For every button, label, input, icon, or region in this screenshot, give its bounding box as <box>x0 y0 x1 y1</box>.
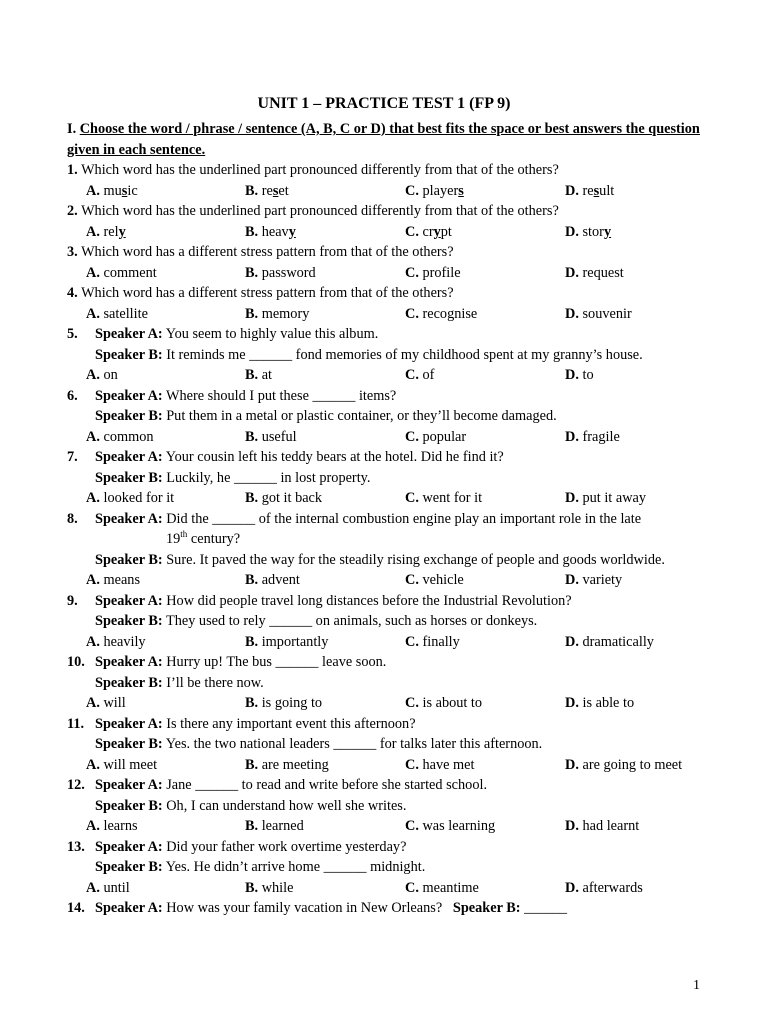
question-number: 13. <box>67 838 85 855</box>
question-11-speaker-a: 11. Speaker A: Is there any important event this afternoon? <box>67 714 701 735</box>
question-5-speaker-b: Speaker B: It reminds me ______ fond memories of my childhood spent at my granny’s house. <box>95 346 643 363</box>
question-4 <box>67 283 701 304</box>
option-d: D. are going to meet <box>565 756 683 773</box>
question-12-speaker-a: 12. Speaker A: Jane ______ to read and write before she started school. <box>67 775 701 796</box>
question-number: 6. <box>67 387 78 404</box>
option-b: B. useful <box>245 428 297 445</box>
question-number: 5. <box>67 326 78 342</box>
section-label: I. <box>67 121 77 137</box>
options-13 <box>67 878 701 899</box>
option-b: B. importantly <box>245 633 329 650</box>
question-text: Which word has the underlined part pronounced differently from that of the others? <box>81 203 559 219</box>
question-2 <box>67 201 701 222</box>
question-number: 2. <box>67 203 78 219</box>
question-text: Which word has the underlined part pronounced differently from that of the others? <box>81 162 559 178</box>
question-number: 1. <box>67 162 78 178</box>
option-b: B. memory <box>245 305 310 322</box>
options-9 <box>67 632 701 653</box>
question-13-speaker-b: Speaker B: Yes. He didn’t arrive home ______ midnight. <box>95 859 426 875</box>
question-number: 10. <box>67 654 85 670</box>
option-a: A. will meet <box>86 756 158 773</box>
option-c: C. finally <box>405 633 460 650</box>
question-9-speaker-b: Speaker B: They used to rely ______ on animals, such as horses or donkeys. <box>95 613 538 629</box>
option-a: A. learns <box>86 818 138 834</box>
option-a: A. means <box>86 572 141 588</box>
page-number: 1 <box>693 978 700 993</box>
option-d: D. had learnt <box>565 818 640 834</box>
question-12-speaker-b: Speaker B: Oh, I can understand how well she writes. <box>95 797 407 814</box>
options-8 <box>67 570 701 591</box>
question-6-speaker-b: Speaker B: Put them in a metal or plastic container, or they’ll become damaged. <box>95 408 557 424</box>
question-1 <box>67 160 701 181</box>
option-b: B. reset <box>245 182 289 199</box>
question-number: 9. <box>67 592 78 609</box>
option-b: B. heavy <box>245 223 296 240</box>
question-number: 12. <box>67 777 85 793</box>
question-9-speaker-a: 9. Speaker A: How did people travel long distances before the Industrial Revolution? <box>67 591 701 612</box>
option-b: B. are meeting <box>245 756 329 773</box>
question-7-speaker-b: Speaker B: Luckily, he ______ in lost property. <box>95 469 371 486</box>
option-b: B. password <box>245 264 316 281</box>
question-3 <box>67 242 701 263</box>
option-c: C. went for it <box>405 490 483 506</box>
section-text: Choose the word / phrase / sentence (A, B, C or D) that best fits the space or best answers the question given in each sentence. <box>67 121 700 158</box>
option-c: C. have met <box>405 756 475 773</box>
question-10-speaker-a: 10. Speaker A: Hurry up! The bus ______ leave soon. <box>67 652 701 673</box>
section-instruction <box>67 119 701 160</box>
options-2 <box>67 222 701 243</box>
option-b: B. while <box>245 879 294 896</box>
page-title: UNIT 1 – PRACTICE TEST 1 (FP 9) <box>257 95 511 112</box>
option-d: D. request <box>565 264 624 281</box>
option-a: A. looked for it <box>86 490 175 506</box>
option-b: B. learned <box>245 818 304 834</box>
option-c: C. crypt <box>405 223 452 240</box>
options-4 <box>67 304 701 325</box>
question-8-speaker-a: 8. Speaker A: Did the ______ of the internal combustion engine play an important role in the late <box>67 509 701 530</box>
option-c: C. profile <box>405 264 461 281</box>
question-14: 14. Speaker A: How was your family vacation in New Orleans? Speaker B: ______ <box>67 898 701 919</box>
question-number: 4. <box>67 285 78 301</box>
options-1 <box>67 181 701 202</box>
question-number: 14. <box>67 900 85 916</box>
question-13-speaker-a: 13. Speaker A: Did your father work overtime yesterday? <box>67 837 701 858</box>
option-d: D. variety <box>565 572 623 588</box>
question-10-speaker-b: Speaker B: I’ll be there now. <box>95 674 264 691</box>
question-number: 11. <box>67 715 85 732</box>
options-5 <box>67 365 701 386</box>
question-6-speaker-a: 6. Speaker A: Where should I put these ______ items? <box>67 386 701 407</box>
option-a: A. on <box>86 367 118 383</box>
option-c: C. popular <box>405 428 467 445</box>
question-7-speaker-a: 7. Speaker A: Your cousin left his teddy bears at the hotel. Did he find it? <box>67 447 701 468</box>
option-c: C. players <box>405 182 464 199</box>
option-c: C. of <box>405 367 435 383</box>
question-number: 8. <box>67 510 78 527</box>
option-d: D. result <box>565 182 615 199</box>
question-11-speaker-b: Speaker B: Yes. the two national leaders ______ for talks later this afternoon. <box>95 736 543 752</box>
options-11 <box>67 755 701 776</box>
option-c: C. vehicle <box>405 572 464 588</box>
options-3 <box>67 263 701 284</box>
option-a: A. comment <box>86 264 157 281</box>
option-d: D. is able to <box>565 695 635 711</box>
question-text: Which word has a different stress pattern from that of the others? <box>81 285 454 301</box>
option-b: B. got it back <box>245 490 323 506</box>
question-number: 3. <box>67 244 78 260</box>
option-d: D. fragile <box>565 428 620 445</box>
option-b: B. is going to <box>245 695 323 711</box>
option-d: D. put it away <box>565 490 647 506</box>
option-c: C. recognise <box>405 305 478 322</box>
option-d: D. souvenir <box>565 305 632 322</box>
option-d: D. afterwards <box>565 879 643 896</box>
question-text: Which word has a different stress pattern from that of the others? <box>81 244 454 260</box>
option-c: C. meantime <box>405 879 479 896</box>
options-12 <box>67 816 701 837</box>
options-6 <box>67 427 701 448</box>
option-a: A. music <box>86 182 138 199</box>
question-8-speaker-a-cont: 19th century? <box>166 529 241 547</box>
option-a: A. common <box>86 428 154 445</box>
option-a: A. rely <box>86 223 126 240</box>
question-number: 7. <box>67 449 78 465</box>
option-d: D. story <box>565 223 612 240</box>
option-a: A. satellite <box>86 305 148 322</box>
option-b: B. at <box>245 367 273 383</box>
option-c: C. was learning <box>405 818 496 834</box>
option-a: A. heavily <box>86 633 146 650</box>
option-d: D. to <box>565 367 594 383</box>
option-d: D. dramatically <box>565 633 654 650</box>
question-5-speaker-a: 5. Speaker A: You seem to highly value this album. <box>67 324 701 345</box>
worksheet-page <box>67 93 701 919</box>
options-7 <box>67 488 701 509</box>
option-a: A. until <box>86 879 130 896</box>
options-10 <box>67 693 701 714</box>
option-a: A. will <box>86 695 126 711</box>
question-8-speaker-b: Speaker B: Sure. It paved the way for the steadily rising exchange of people and goods worldwide. <box>95 551 665 568</box>
option-b: B. advent <box>245 572 300 588</box>
option-c: C. is about to <box>405 695 483 711</box>
